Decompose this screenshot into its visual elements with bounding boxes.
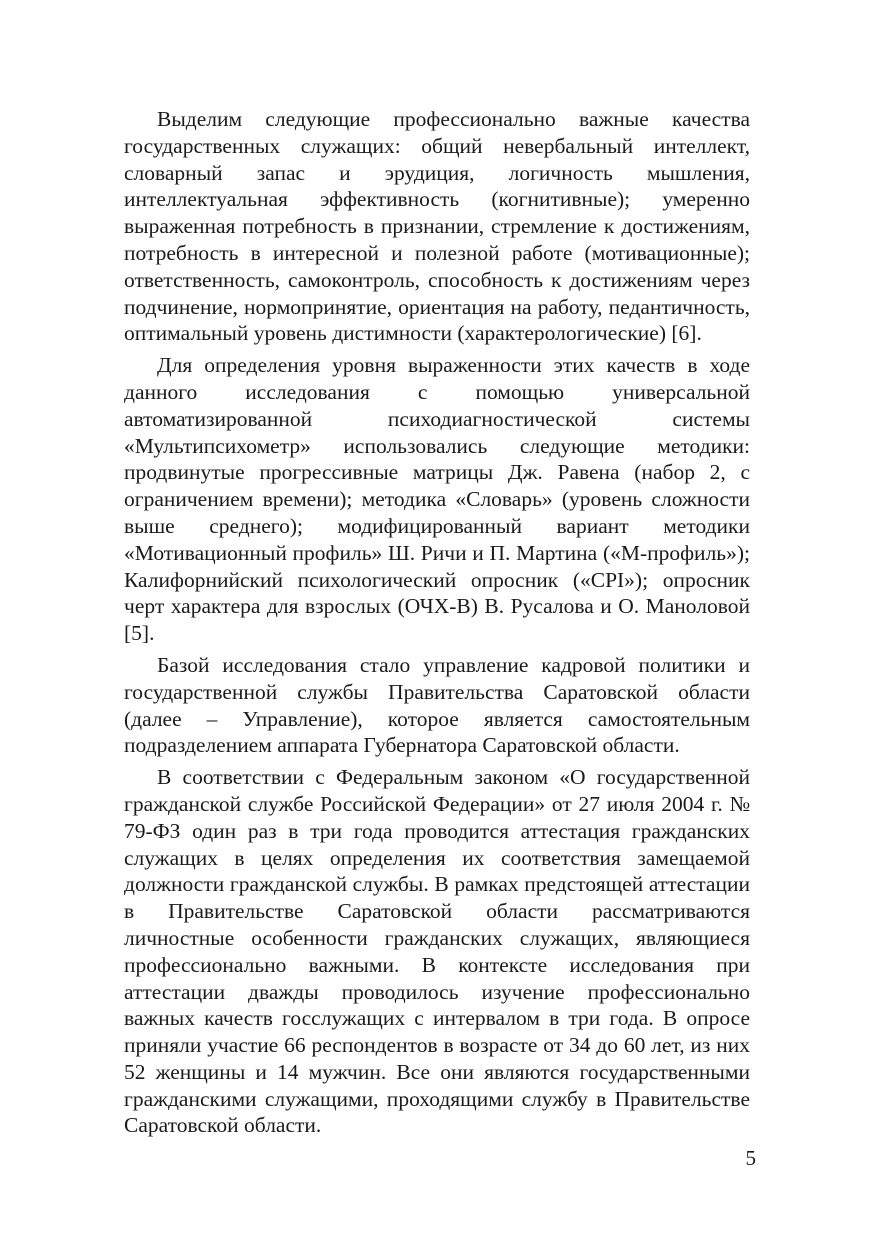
page-number: 5 bbox=[745, 1146, 756, 1170]
paragraph-4: В соответствии с Федеральным законом «О государственной гражданской службе Российской Федерации» от 27 июля 2004 г. № 79-ФЗ один раз в три года проводится аттестация гражданских служащих в целях определения их соответствия замещаемой должности гражданской службы. В рамках предстоящей аттестации в Правительстве Саратовской области рассматриваются личностные особенности гражданских служащих, являющиеся профессионально важными. В контексте исследования при аттестации дважды проводилось изучение профессионально важных качеств госслужащих с интервалом в три года. В опросе приняли участие 66 респондентов в возрасте от 34 до 60 лет, из них 52 женщины и 14 мужчин. Все они являются государственными гражданскими служащими, проходящими службу в Правительстве Саратовской области. bbox=[124, 765, 750, 1138]
paragraph-2: Для определения уровня выраженности этих качеств в ходе данного исследования с помощью универсальной автоматизированной психодиагностической системы «Мультипсихометр» использовались следующие методики: продвинутые прогрессивные матрицы Дж. Равена (набор 2, с ограничением времени); методика «Словарь» (уровень сложности выше среднего); модифицированный вариант методики «Мотивационный профиль» Ш. Ричи и П. Мартина («М-профиль»); Калифорнийский психологический опросник («CPI»); опросник черт характера для взрослых (ОЧХ-В) В. Русалова и О. Маноловой [5]. bbox=[124, 353, 750, 646]
paragraph-1: Выделим следующие профессионально важные качества государственных служащих: общий невербальный интеллект, словарный запас и эрудиция, логичность мышления, интеллектуальная эффективность (когнитивные); умеренно выраженная потребность в признании, стремление к достижениям, потребность в интересной и полезной работе (мотивационные); ответственность, самоконтроль, способность к достижениям через подчинение, нормопринятие, ориентация на работу, педантичность, оптимальный уровень дистимности (характерологические) [6]. bbox=[124, 107, 750, 346]
page-body bbox=[124, 106, 750, 1144]
paragraph-3: Базой исследования стало управление кадровой политики и государственной службы Правительства Саратовской области (далее – Управление), которое является самостоятельным подразделением аппарата Губернатора Саратовской области. bbox=[124, 652, 750, 758]
